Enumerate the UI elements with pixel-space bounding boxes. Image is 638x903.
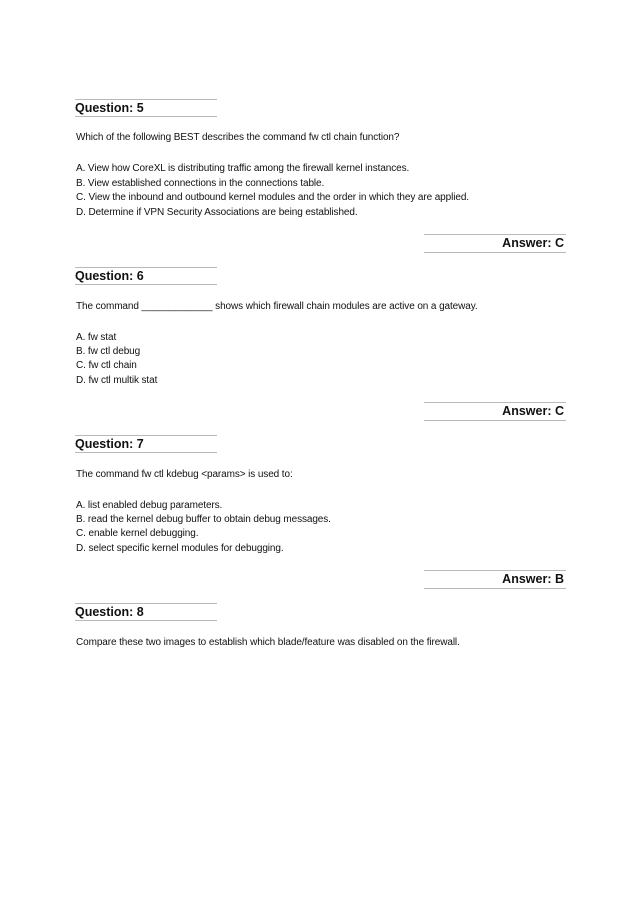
question-7-option-b: B. read the kernel debug buffer to obtain debug messages. xyxy=(76,514,331,525)
question-7-option-d: D. select specific kernel modules for debugging. xyxy=(76,543,284,554)
question-6-option-d: D. fw ctl multik stat xyxy=(76,375,158,386)
question-6-option-c: C. fw ctl chain xyxy=(76,360,137,371)
question-6-text: The command _____________ shows which firewall chain modules are active on a gateway. xyxy=(76,301,478,312)
question-8-header: Question: 8 xyxy=(75,603,217,621)
question-5-answer: Answer: C xyxy=(424,234,566,253)
question-7-answer: Answer: B xyxy=(424,570,566,589)
question-8-text: Compare these two images to establish which blade/feature was disabled on the firewall. xyxy=(76,637,460,648)
question-7-header: Question: 7 xyxy=(75,435,217,453)
question-5-option-d: D. Determine if VPN Security Associations are being established. xyxy=(76,207,358,218)
question-7-text: The command fw ctl kdebug <params> is used to: xyxy=(76,469,293,480)
question-7-option-a: A. list enabled debug parameters. xyxy=(76,500,223,511)
question-5-header: Question: 5 xyxy=(75,99,217,117)
question-5-option-b: B. View established connections in the connections table. xyxy=(76,178,325,189)
question-5-option-a: A. View how CoreXL is distributing traffic among the firewall kernel instances. xyxy=(76,163,410,174)
question-6-option-b: B. fw ctl debug xyxy=(76,346,141,357)
question-5-option-c: C. View the inbound and outbound kernel modules and the order in which they are applied. xyxy=(76,192,469,203)
question-6-answer: Answer: C xyxy=(424,402,566,421)
question-6-option-a: A. fw stat xyxy=(76,332,117,343)
question-7-option-c: C. enable kernel debugging. xyxy=(76,528,199,539)
question-5-text: Which of the following BEST describes the command fw ctl chain function? xyxy=(76,132,400,143)
question-6-header: Question: 6 xyxy=(75,267,217,285)
